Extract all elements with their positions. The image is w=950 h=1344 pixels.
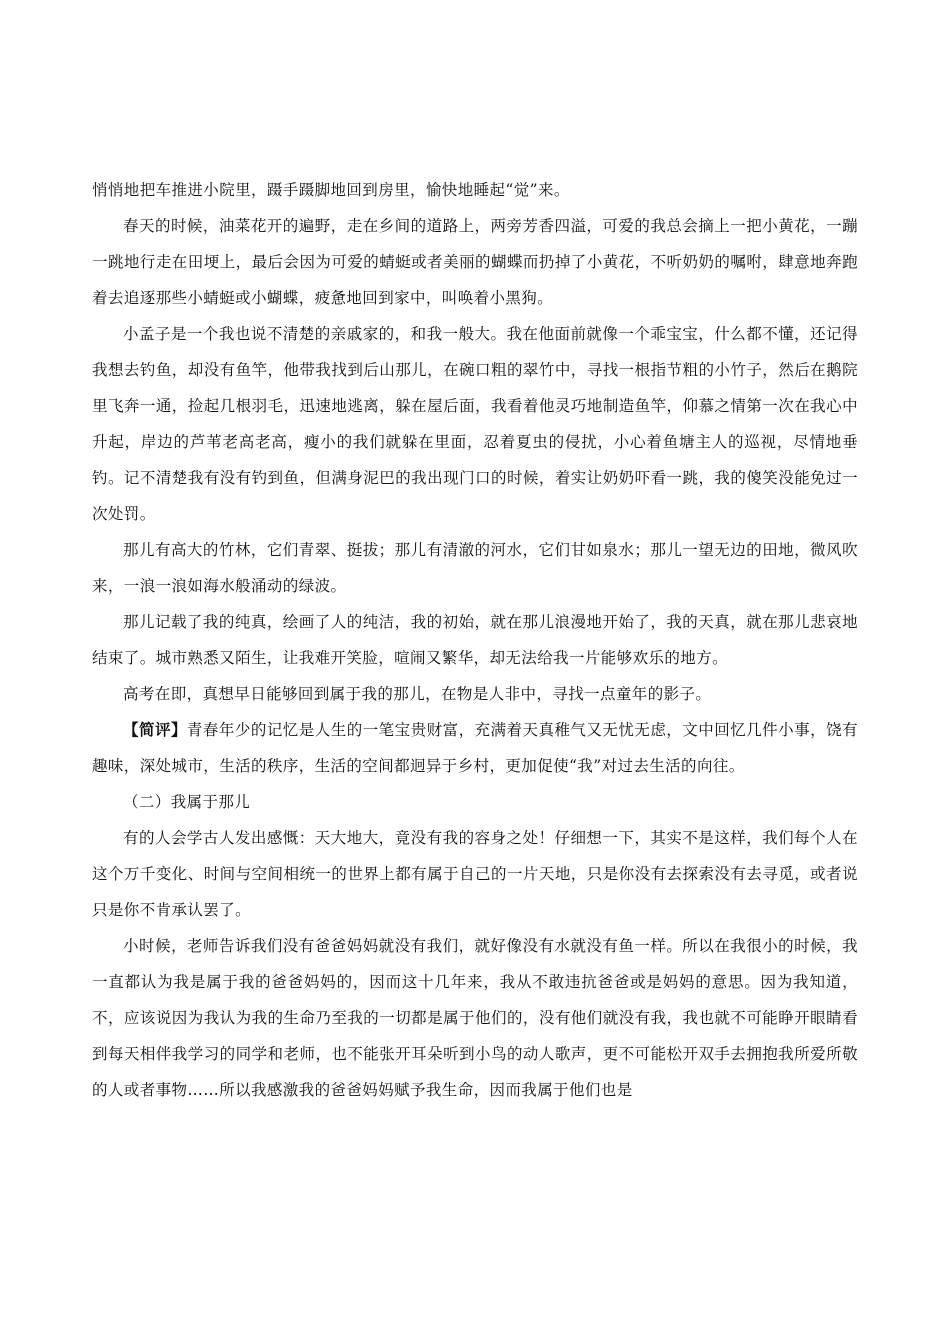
paragraph-fishing: 小孟子是一个我也说不清楚的亲戚家的，和我一般大。我在他面前就像一个乖宝宝，什么都不懂，还记得我想去钓鱼，却没有鱼竿，他带我找到后山那儿，在碗口粗的翠竹中，寻找一根指节粗的小竹子，然后在鹅院里飞奔一通，捡起几根羽毛，迅速地逃离，躲在屋后面，我看着他灵巧地制造鱼竿，仰慕之情第一次在我心中升起，岸边的芦苇老高老高，瘦小的我们就躲在里面，忍着夏虫的侵扰，小心着鱼塘主人的巡视，尽情地垂钓。记不清楚我有没有钓到鱼，但满身泥巴的我出现门口的时候，着实让奶奶吓看一跳，我的傻笑没能免过一次处罚。 <box>92 325 858 523</box>
paragraph-comment <box>92 712 858 784</box>
paragraph-continuation: 悄悄地把车推进小院里，蹑手蹑脚地回到房里，愉快地睡起“觉”来。 <box>92 181 570 199</box>
paragraph-intro: 有的人会学古人发出感慨：天大地大，竟没有我的容身之处！仔细想一下，其实不是这样，我们每个人在这个万千变化、时间与空间相统一的世界上都有属于自己的一片天地，只是你没有去探索没有去寻觅，或者说只是你不肯承认罢了。 <box>92 829 858 919</box>
section-heading: （二）我属于那儿 <box>123 793 251 811</box>
paragraph-spring: 春天的时候，油菜花开的遍野，走在乡间的道路上，两旁芳香四溢，可爱的我总会摘上一把小黄花，一蹦一跳地行走在田埂上，最后会因为可爱的蜻蜓或者美丽的蝴蝶而扔掉了小黄花，不听奶奶的嘱咐，肆意地奔跑着去追逐那些小蜻蜓或小蝴蝶，疲惫地回到家中，叫唤着小黑狗。 <box>92 217 858 307</box>
paragraph-innocence: 那儿记载了我的纯真，绘画了人的纯洁，我的初始，就在那儿浪漫地开始了，我的天真，就在那儿悲哀地结束了。城市熟悉又陌生，让我难开笑脸，喧闹又繁华，却无法给我一片能够欢乐的地方。 <box>92 613 858 667</box>
paragraph-bamboo: 那儿有高大的竹林，它们青翠、挺拔；那儿有清澈的河水，它们甘如泉水；那儿一望无边的田地，微风吹来，一浪一浪如海水般涌动的绿波。 <box>92 541 858 595</box>
paragraph-exam: 高考在即，真想早日能够回到属于我的那儿，在物是人非中，寻找一点童年的影子。 <box>123 685 712 703</box>
paragraph-childhood: 小时候，老师告诉我们没有爸爸妈妈就没有我们，就好像没有水就没有鱼一样。所以在我很小的时候，我一直都认为我是属于我的爸爸妈妈的，因而这十几年来，我从不敢违抗爸爸或是妈妈的意思。因为我知道，不，应该说因为我认为我的生命乃至我的一切都是属于他们的，没有他们就没有我，我也就不可能睁开眼睛看到每天相伴我学习的同学和老师，也不能张开耳朵听到小鸟的动人歌声，更不可能松开双手去拥抱我所爱所敬的人或者事物……所以我感激我的爸爸妈妈赋予我生命，因而我属于他们也是 <box>92 937 858 1099</box>
comment-text: 青春年少的记忆是人生的一笔宝贵财富，充满着天真稚气又无忧无虑，文中回忆几件小事，饶有趣味，深处城市，生活的秩序，生活的空间都迥异于乡村，更加促使“我”对过去生活的向往。 <box>92 721 858 775</box>
comment-label: 【简评】 <box>123 720 187 739</box>
document-page <box>92 172 858 1108</box>
